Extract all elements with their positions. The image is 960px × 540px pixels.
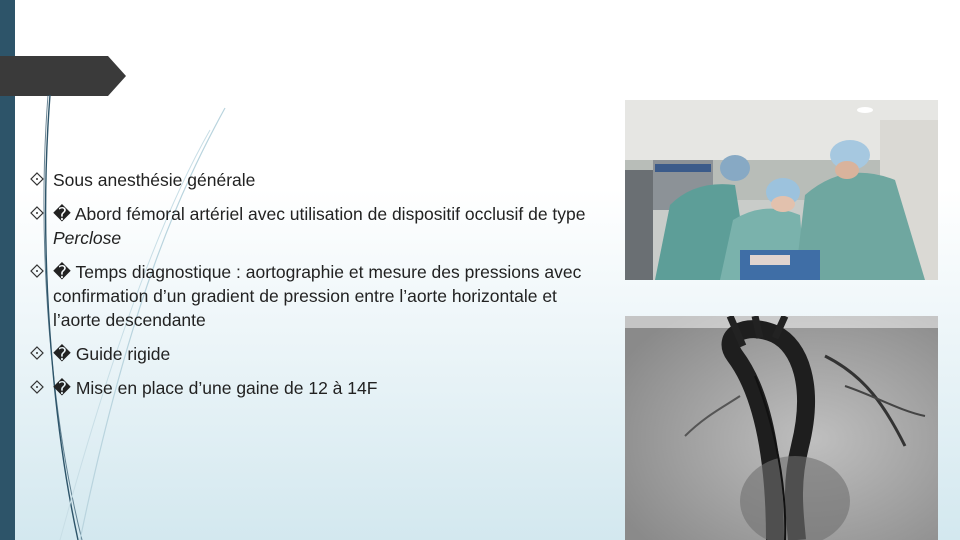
- diamond-bullet-icon: [30, 380, 44, 394]
- bullet-list: [30, 168, 590, 410]
- bullet-item: [30, 342, 590, 366]
- bullet-text: Abord fémoral artériel avec utilisation de dispositif occlusif de type: [74, 204, 586, 224]
- bullet-italic: Perclose: [53, 228, 122, 248]
- diamond-bullet-icon: [30, 264, 44, 278]
- bullet-item: [30, 202, 590, 250]
- diamond-bullet-icon: [30, 346, 44, 360]
- bullet-item: [30, 168, 590, 192]
- surgical-team-photo-icon: [625, 100, 938, 280]
- bullet-text: Mise en place d’une gaine de 12 à 14F: [75, 378, 378, 398]
- bullet-text: Temps diagnostique : aortographie et mesure des pressions avec confirmation d’un gradient de pression entre l’aorte horizontale et l’aorte descendante: [53, 262, 582, 330]
- diamond-bullet-icon: [30, 172, 44, 186]
- aortography-xray-icon: [625, 316, 938, 540]
- bullet-item: [30, 260, 590, 332]
- bullet-prefix: �: [53, 344, 76, 364]
- bullet-text: Guide rigide: [75, 344, 171, 364]
- bullet-item: [30, 376, 590, 400]
- bullet-prefix: �: [53, 262, 76, 282]
- bullet-prefix: �: [53, 204, 75, 224]
- title-tab-shape: [0, 56, 126, 96]
- diamond-bullet-icon: [30, 206, 44, 220]
- bullet-prefix: �: [53, 378, 76, 398]
- bullet-text: Sous anesthésie générale: [53, 170, 256, 190]
